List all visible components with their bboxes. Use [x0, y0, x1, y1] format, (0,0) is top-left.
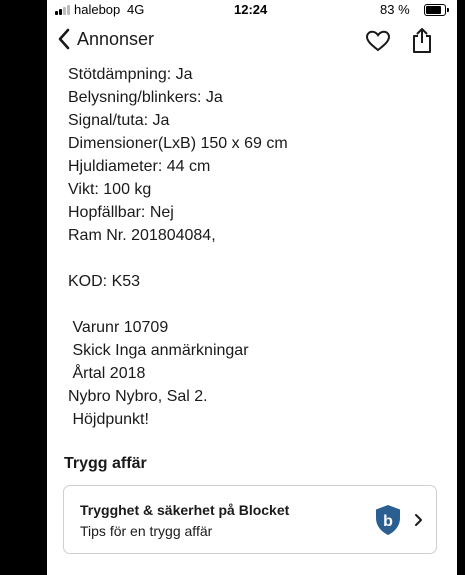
battery-icon [424, 4, 446, 16]
description-line: Belysning/blinkers: Ja [68, 89, 223, 106]
back-button-label: Annonser [77, 28, 155, 49]
description-line: Hopfällbar: Nej [68, 204, 174, 221]
network-type: 4G [127, 2, 145, 17]
safety-section-title: Trygg affär [64, 455, 147, 472]
share-button[interactable] [411, 27, 433, 59]
heart-icon [365, 30, 391, 52]
safety-tips-card[interactable] [63, 485, 437, 554]
chevron-right-icon [414, 513, 423, 527]
description-line: Varunr 10709 [68, 319, 169, 336]
description-line: Skick Inga anmärkningar [68, 342, 249, 359]
ad-description [68, 63, 447, 431]
description-line: Hjuldiameter: 44 cm [68, 158, 211, 175]
save-favorite-button[interactable] [365, 30, 391, 57]
back-button[interactable] [57, 28, 154, 50]
status-bar [47, 0, 457, 20]
safety-card-subtitle: Tips för en trygg affär [80, 523, 213, 539]
description-line: KOD: K53 [68, 273, 141, 290]
blocket-shield-icon [374, 504, 402, 536]
description-line: Vikt: 100 kg [68, 181, 152, 198]
description-line: Årtal 2018 [68, 365, 146, 382]
description-line: Dimensioner(LxB) 150 x 69 cm [68, 135, 288, 152]
chevron-left-icon [57, 28, 71, 50]
share-icon [411, 27, 433, 54]
shield-badge-letter: b [383, 513, 393, 530]
navigation-bar [47, 22, 457, 62]
carrier-name: halebop [74, 2, 121, 17]
description-line: Stötdämpning: Ja [68, 66, 193, 83]
description-line: Nybro Nybro, Sal 2. [68, 388, 208, 405]
description-line [68, 293, 447, 316]
description-line: Signal/tuta: Ja [68, 112, 170, 129]
description-line: Ram Nr. 201804084, [68, 227, 216, 244]
signal-strength-icon [55, 5, 70, 15]
safety-card-title: Trygghet & säkerhet på Blocket [80, 502, 290, 518]
battery-percentage: 83 % [380, 2, 410, 17]
status-time: 12:24 [234, 2, 268, 17]
app-screen [47, 0, 457, 575]
description-line: Höjdpunkt! [68, 411, 149, 428]
description-line [68, 247, 447, 270]
